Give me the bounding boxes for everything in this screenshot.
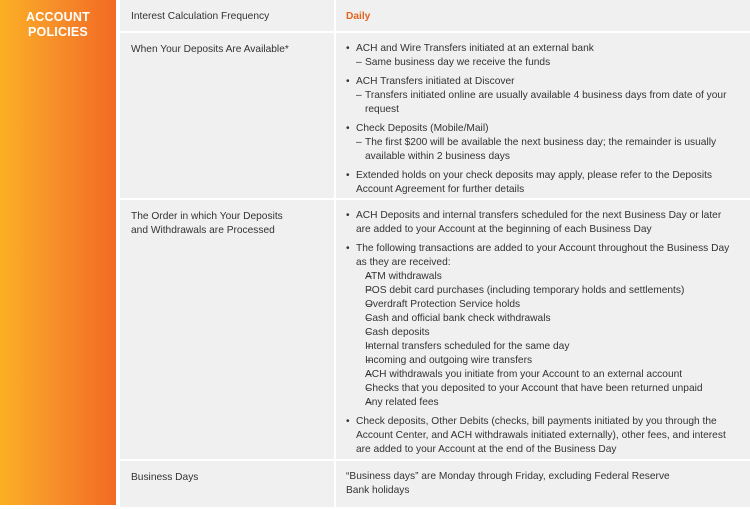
business-days-line1: “Business days” are Monday through Friday, excluding Federal Reserve: [346, 471, 670, 482]
section-sidebar: [0, 0, 116, 505]
section-title-line2: POLICIES: [28, 25, 88, 39]
row-label: When Your Deposits Are Available*: [120, 33, 334, 198]
sub-item: – Checks that you deposited to your Account that have been returned unpaid: [356, 382, 738, 396]
row-label: [120, 200, 334, 459]
row-value: [336, 0, 750, 31]
policies-table: [120, 0, 750, 509]
sub-item: – Incoming and outgoing wire transfers: [356, 354, 738, 368]
list-item: [346, 122, 738, 164]
table-row-deposit-availability: [120, 33, 750, 198]
row-value: [336, 33, 750, 198]
sub-item: – POS debit card purchases (including temporary holds and settlements): [356, 284, 738, 298]
row-value: [336, 461, 750, 507]
sub-item: – Same business day we receive the funds: [356, 56, 738, 70]
table-row-interest: [120, 0, 750, 31]
sub-item: – Any related fees: [356, 396, 738, 410]
list-item: [346, 242, 738, 410]
row-label: Interest Calculation Frequency: [120, 0, 334, 31]
table-row-processing-order: [120, 200, 750, 459]
sub-item: – Cash and official bank check withdrawals: [356, 312, 738, 326]
row-value: [336, 200, 750, 459]
row-label: Business Days: [120, 461, 334, 507]
bullet-text: • The following transactions are added to your Account throughout the Business Day as they are received:: [356, 243, 730, 268]
list-item: • Check deposits, Other Debits (checks, bill payments initiated by you through the Account Center, and ACH withdrawals initiated externally), other fees, and interest are added to your Account at the end of the Business Day: [346, 415, 738, 457]
bullet-text: • ACH and Wire Transfers initiated at an external bank: [356, 43, 594, 54]
sub-item: – Transfers initiated online are usually available 4 business days from date of your request: [356, 89, 738, 117]
sub-item: – ACH withdrawals you initiate from your Account to an external account: [356, 368, 738, 382]
list-item: [346, 75, 738, 117]
sub-item: – Internal transfers scheduled for the same day: [356, 340, 738, 354]
sub-item: – Overdraft Protection Service holds: [356, 298, 738, 312]
sub-item: – Cash deposits: [356, 326, 738, 340]
interest-frequency-value: Daily: [346, 11, 371, 22]
row-label-line2: and Withdrawals are Processed: [131, 225, 275, 236]
row-label-line1: The Order in which Your Deposits: [131, 211, 283, 222]
bullet-text: • Check Deposits (Mobile/Mail): [356, 123, 489, 134]
list-item: [346, 42, 738, 70]
list-item: [346, 169, 738, 197]
sub-item: – ATM withdrawals: [356, 270, 738, 284]
sub-item: – The first $200 will be available the next business day; the remainder is usually available within 2 business days: [356, 136, 738, 164]
section-title-line1: ACCOUNT: [26, 10, 90, 24]
table-row-business-days: [120, 461, 750, 507]
section-title: [0, 10, 116, 40]
business-days-line2: Bank holidays: [346, 485, 410, 496]
list-item: • ACH Deposits and internal transfers scheduled for the next Business Day or later are added to your Account at the beginning of each Business Day: [346, 209, 738, 237]
bullet-text: • ACH Transfers initiated at Discover: [356, 76, 515, 87]
bullet-text: • Extended holds on your check deposits may apply, please refer to the Deposits Account Agreement for further details: [356, 170, 713, 195]
